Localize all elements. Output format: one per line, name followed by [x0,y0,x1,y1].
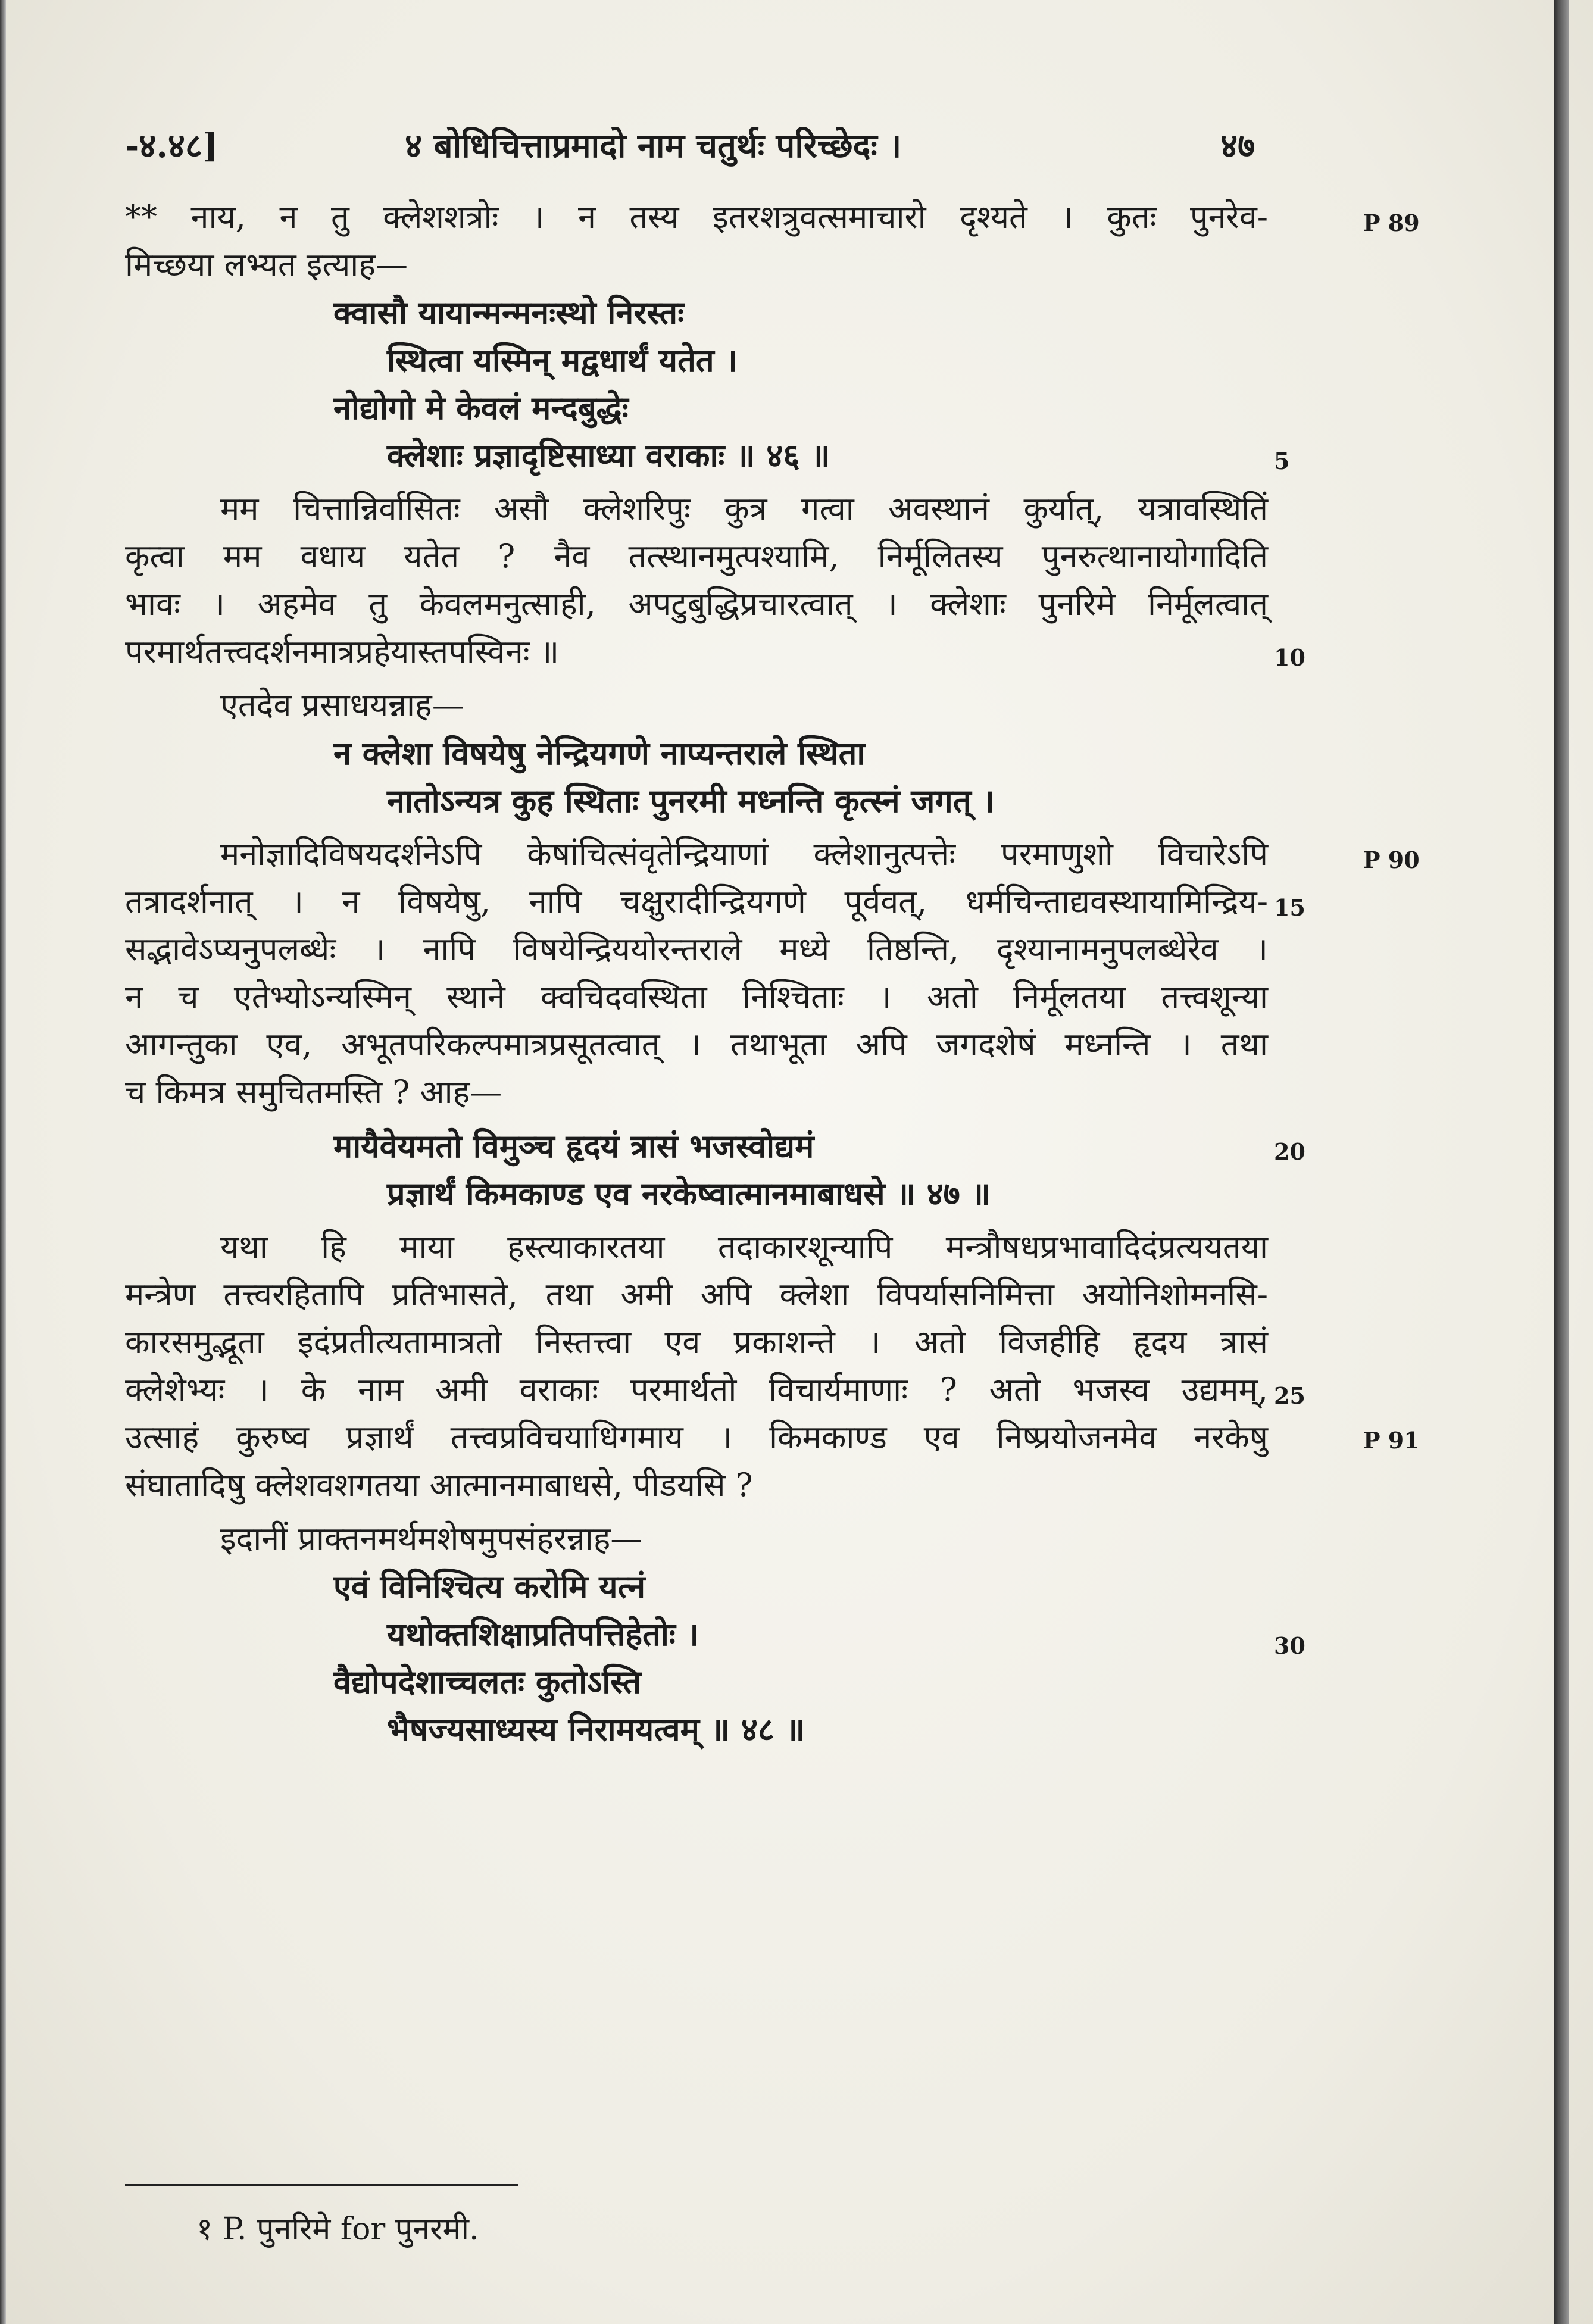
commentary-line: मनोज्ञादिविषयदर्शनेऽपि केषांचित्संवृतेन्द्रियाणां क्लेशानुत्पत्तेः परमाणुशो विचारेऽपि [220,835,1268,873]
verse-line: वैद्योपदेशाच्चलतः कुतोऽस्ति [333,1663,642,1701]
margin-reference: P 89 [1363,210,1420,236]
line-number: 30 [1274,1632,1305,1659]
footnote: १ P. पुनरिमे for पुनरमी. [196,2211,479,2247]
verse-line: नातोऽन्यत्र कुह स्थिताः पुनरमी मध्नन्ति कृत्स्नं जगत् । [387,782,995,820]
line-number: 10 [1274,644,1305,671]
commentary-line: च किमत्र समुचितमस्ति ? आह— [125,1073,502,1111]
line-number: 15 [1274,894,1305,921]
line-number: 5 [1274,448,1290,474]
running-head-section: -४.४८] [125,126,218,165]
commentary-line: मिच्छया लभ्यत इत्याह— [125,246,408,283]
commentary-line: संघातादिषु क्लेशवशगतया आत्मानमाबाधसे, पीडयसि ? [125,1466,753,1504]
commentary-line: परमार्थतत्त्वदर्शनमात्रप्रहेयास्तपस्विनः ॥ [125,633,560,670]
running-head [125,122,1268,170]
commentary-line: कृत्वा मम वधाय यतेत ? नैव तत्स्थानमुत्पश्यामि, निर्मूलितस्य पुनरुत्थानायोगादिति [125,538,1268,575]
verse-line: क्वासौ यायान्मन्मनःस्थो निरस्तः [333,293,685,332]
line-number: 20 [1274,1138,1305,1165]
verse-line: भैषज्यसाध्यस्य निरामयत्वम् ॥ ४८ ॥ [387,1710,805,1748]
verse-line: प्रज्ञार्थं किमकाण्ड एव नरकेष्वात्मानमाबाधसे ॥ ४७ ॥ [387,1175,991,1213]
scan-left-edge [0,0,6,2324]
running-head-title: ४ बोधिचित्ताप्रमादो नाम चतुर्थः परिच्छेदः । [405,126,902,165]
page-number: ४७ [1220,126,1255,165]
scan-right-edge [1554,0,1569,2324]
commentary-line: यथा हि माया हस्त्याकारतया तदाकारशून्यापि मन्त्रौषधप्रभावादिदंप्रत्ययतया [220,1228,1268,1266]
commentary-line: भावः । अहमेव तु केवलमनुत्साही, अपटुबुद्धिप्रचारत्वात् । क्लेशाः पुनरिमे निर्मूलत्वात् [125,585,1268,623]
commentary-line: सद्भावेऽप्यनुपलब्धेः । नापि विषयेन्द्रिययोरन्तराले मध्ये तिष्ठन्ति, दृश्यानामनुपलब्धेरेव । [125,930,1268,968]
verse-line: क्लेशाः प्रज्ञादृष्टिसाध्या वराकाः ॥ ४६ ॥ [387,436,830,474]
verse-line: न क्लेशा विषयेषु नेन्द्रियगणे नाप्यन्तराले स्थिता [333,734,866,772]
commentary-line: कारसमुद्भूता इदंप्रतीत्यतामात्रतो निस्तत्त्वा एव प्रकाशन्ते । अतो विजहीहि हृदय त्रासं [125,1323,1268,1361]
commentary-line: एतदेव प्रसाधयन्नाह— [220,686,464,724]
footnote-rule [125,2184,518,2186]
verse-line: स्थित्वा यस्मिन् मद्वधार्थं यतेत । [387,341,738,379]
commentary-line: मन्त्रेण तत्त्वरहितापि प्रतिभासते, तथा अमी अपि क्लेशा विपर्यासनिमित्ता अयोनिशोमनसि- [125,1276,1268,1313]
commentary-line: ** नाय, न तु क्लेशशत्रोः । न तस्य इतरशत्रुवत्समाचारो दृश्यते । कुतः पुनरेव- [125,198,1268,236]
verse-line: यथोक्तशिक्षाप्रतिपत्तिहेतोः । [387,1615,699,1653]
verse-line: मायैवेयमतो विमुञ्च हृदयं त्रासं भजस्वोद्यमं [333,1127,814,1165]
margin-reference: P 90 [1363,846,1420,873]
commentary-line: न च एतेभ्योऽन्यस्मिन् स्थाने क्वचिदवस्थिता निश्चिताः । अतो निर्मूलतया तत्त्वशून्या [125,978,1268,1016]
commentary-line: इदानीं प्राक्तनमर्थमशेषमुपसंहरन्नाह— [220,1520,643,1557]
commentary-line: उत्साहं कुरुष्व प्रज्ञार्थं तत्त्वप्रविचयाधिगमाय । किमकाण्ड एव निष्प्रयोजनमेव नरकेषु [125,1419,1268,1456]
commentary-line: मम चित्तान्निर्वासितः असौ क्लेशरिपुः कुत्र गत्वा अवस्थानं कुर्यात्, यत्रावस्थितिं [220,490,1268,527]
commentary-line: आगन्तुका एव, अभूतपरिकल्पमात्रप्रसूतत्वात् । तथाभूता अपि जगदशेषं मध्नन्ति । तथा [125,1026,1268,1063]
line-number: 25 [1274,1382,1305,1409]
verse-line: नोद्योगो मे केवलं मन्दबुद्धेः [333,389,629,427]
commentary-line: तत्रादर्शनात् । न विषयेषु, नापि चक्षुरादीन्द्रियगणे पूर्ववत्, धर्मचिन्ताद्यवस्थायामिन्द्रिय- [125,883,1268,920]
commentary-line: क्लेशेभ्यः । के नाम अमी वराकाः परमार्थतो विचार्यमाणाः ? अतो भजस्व उद्यमम्, [125,1371,1268,1408]
margin-reference: P 91 [1363,1427,1420,1454]
verse-line: एवं विनिश्चित्य करोमि यत्नं [333,1567,646,1605]
